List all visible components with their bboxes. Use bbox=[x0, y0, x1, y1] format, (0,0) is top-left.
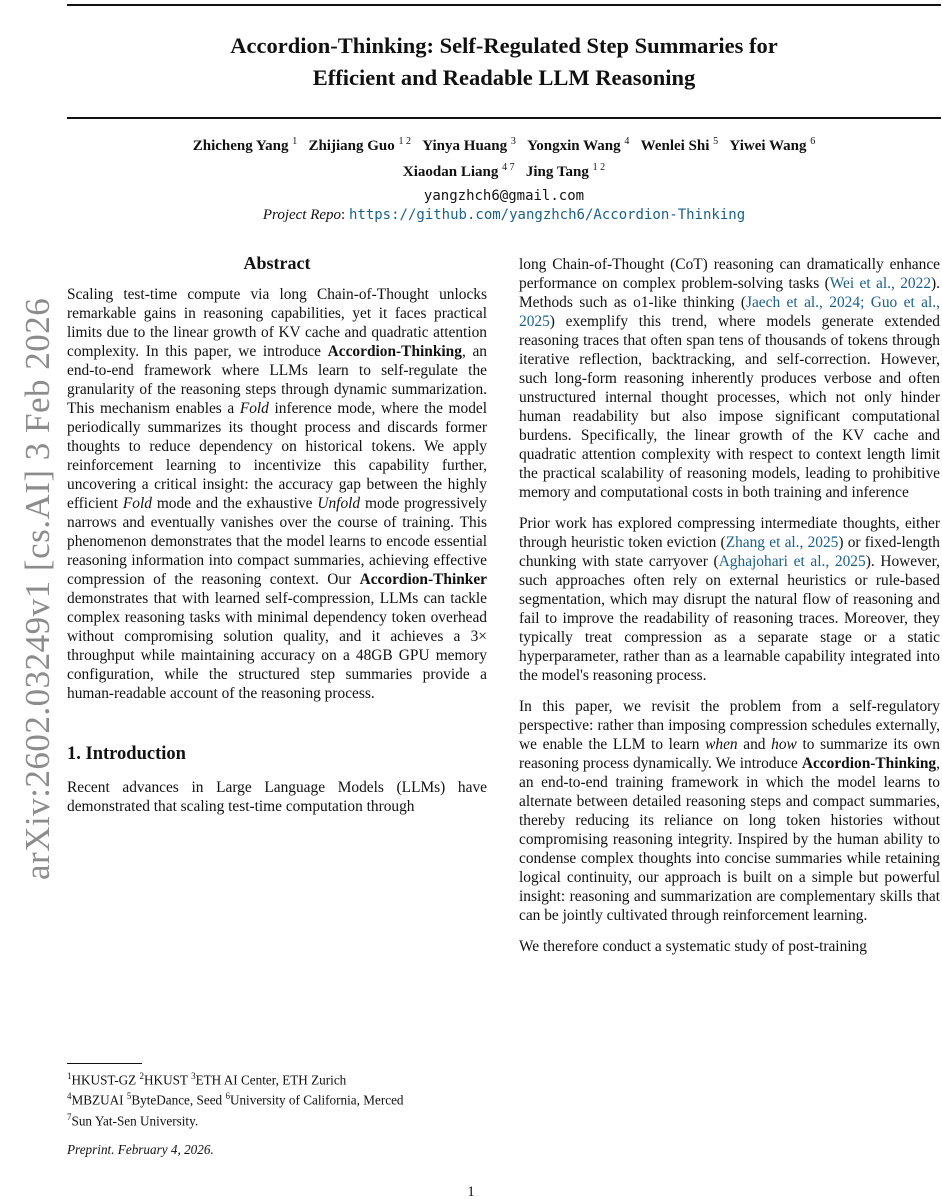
citation-link[interactable]: Jaech et al., 2024; Guo et al., 2025 bbox=[519, 294, 940, 330]
intro-paragraph-4: We therefore conduct a systematic study of post-training bbox=[519, 938, 867, 955]
author-affiliation: 3 bbox=[510, 136, 516, 147]
author-affiliation: 5 bbox=[713, 136, 719, 147]
repo-label: Project Repo bbox=[262, 207, 342, 223]
paper-title bbox=[67, 30, 941, 94]
affiliation-footnotes bbox=[67, 1068, 487, 1129]
author-line-2 bbox=[67, 157, 941, 183]
author-name: Zhicheng Yang bbox=[192, 138, 289, 154]
intro-paragraph-1: long Chain-of-Thought (CoT) reasoning can dramatically enhance performance on complex problem-solving tasks (Wei et al., 2022). Methods such as o1-like thinking (Jaech et al., 2024; Guo et al., 2025) exemplify this trend, where models generate extended reasoning traces that often span tens of thousands of tokens through iterative reflection, backtracking, and self-correction. However, such long-form reasoning inherently produces verbose and often unstructured internal thought processes, which not only hinder human readability but also impose significant computational burdens. Specifically, the linear growth of the KV cache and quadratic attention complexity with respect to context length limit the practical scalability of reasoning models, leading to prohibitive memory and computational costs in both training and inference bbox=[519, 256, 940, 501]
author-name: Yiwei Wang bbox=[729, 138, 807, 154]
citation-link[interactable]: Zhang et al., 2025 bbox=[725, 534, 839, 551]
author-name: Xiaodan Liang bbox=[402, 164, 499, 180]
author-affiliation: 1 2 bbox=[398, 136, 411, 147]
project-repo: Project Repo: https://github.com/yangzhch6/Accordion-Thinking bbox=[262, 207, 746, 223]
title-line-1: Accordion-Thinking: Self-Regulated Step Summaries for bbox=[230, 33, 778, 58]
author-affiliation: 1 bbox=[292, 136, 298, 147]
footnote-rule bbox=[67, 1063, 142, 1064]
arxiv-watermark: arXiv:2602.03249v1 [cs.AI] 3 Feb 2026 bbox=[18, 297, 57, 880]
abstract-heading: Abstract bbox=[243, 253, 311, 273]
left-column bbox=[67, 252, 487, 816]
title-rule bbox=[67, 117, 941, 119]
author-name: Wenlei Shi bbox=[640, 138, 710, 154]
footnote-line: $^4$MBZUAI $^5$ByteDance, Seed $^6$University of California, Merced bbox=[67, 1091, 404, 1108]
author-affiliation: 4 bbox=[624, 136, 630, 147]
intro-paragraph-3: In this paper, we revisit the problem from a self-regulatory perspective: rather than imposing compression schedules externally, we enable the LLM to learn when and how to summarize its own reasoning process dynamically. We introduce Accordion-Thinking, an end-to-end training framework in which the model learns to alternate between detailed reasoning steps and compact summaries, thereby reducing its reliance on long token histories without compromising reasoning integrity. Inspired by the human ability to condense complex thoughts into concise summaries while retaining logical continuity, our approach is built on a simple but powerful insight: reasoning and summarization are complementary skills that can be jointly cultivated through reinforcement learning. bbox=[519, 698, 940, 924]
author-affiliation: 1 2 bbox=[592, 162, 606, 173]
author-list bbox=[67, 131, 941, 183]
preprint-note: Preprint. February 4, 2026. bbox=[67, 1142, 214, 1157]
contact-email[interactable]: yangzhch6@gmail.com bbox=[423, 188, 585, 204]
right-column bbox=[519, 255, 940, 956]
intro-paragraph-0: Recent advances in Large Language Models (LLMs) have demonstrated that scaling test-time computation through bbox=[67, 779, 487, 815]
title-line-2: Efficient and Readable LLM Reasoning bbox=[312, 65, 696, 90]
abstract-body: Scaling test-time compute via long Chain-of-Thought unlocks remarkable gains in reasoning capabilities, yet it faces practical limits due to the linear growth of KV cache and quadratic attention complexity. In this paper, we introduce Accordion-Thinking, an end-to-end framework where LLMs learn to self-regulate the granularity of the reasoning steps through dynamic summarization. This mechanism enables a Fold inference mode, where the model periodically summarizes its thought process and discards former thoughts to reduce dependency on historical tokens. We apply reinforcement learning to incentivize this capability further, uncovering a critical insight: the accuracy gap between the highly efficient Fold mode and the exhaustive Unfold mode progressively narrows and eventually vanishes over the course of training. This phenomenon demonstrates that the model learns to encode essential reasoning information into compact summaries, achieving effective compression of the reasoning context. Our Accordion-Thinker demonstrates that with learned self-compression, LLMs can tackle complex reasoning tasks with minimal dependency token overhead without compromising solution quality, and it achieves a 3× throughput while maintaining accuracy on a 48GB GPU memory configuration, while the structured step summaries provide a human-readable account of the reasoning process. bbox=[67, 286, 488, 702]
author-affiliation: 4 7 bbox=[502, 162, 515, 173]
repo-link[interactable]: https://github.com/yangzhch6/Accordion-Thinking bbox=[348, 207, 746, 223]
section-heading-introduction: 1. Introduction bbox=[67, 744, 186, 764]
author-affiliation: 6 bbox=[810, 136, 816, 147]
author-name: Yongxin Wang bbox=[527, 138, 621, 154]
author-name: Yinya Huang bbox=[422, 138, 508, 154]
author-name: Zhijiang Guo bbox=[308, 138, 395, 154]
footnote-line: $^1$HKUST-GZ $^2$HKUST $^3$ETH AI Center, ETH Zurich bbox=[67, 1071, 347, 1088]
citation-link[interactable]: Wei et al., 2022 bbox=[829, 275, 932, 292]
author-name: Jing Tang bbox=[525, 164, 589, 180]
intro-paragraph-2: Prior work has explored compressing intermediate thoughts, either through heuristic token eviction (Zhang et al., 2025) or fixed-length chunking with state carryover (Aghajohari et al., 2025). However, such approaches often rely on external heuristics or rule-based segmentation, which may disrupt the natural flow of reasoning and fail to improve the readability of reasoning traces. Moreover, they typically treat compression as a separate stage or a static hyperparameter, rather than as a learnable capability integrated into the model's reasoning process. bbox=[519, 515, 940, 684]
author-line-1 bbox=[67, 131, 941, 157]
page-number: 1 bbox=[467, 1184, 475, 1200]
footnote-line: $^7$Sun Yat-Sen University. bbox=[67, 1111, 199, 1129]
top-rule bbox=[67, 4, 941, 6]
citation-link[interactable]: Aghajohari et al., 2025 bbox=[718, 553, 866, 570]
